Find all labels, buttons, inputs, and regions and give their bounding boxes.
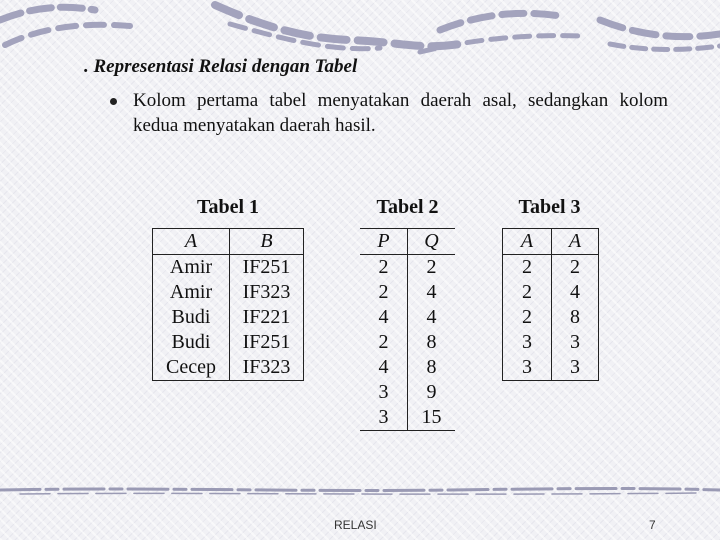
table-row (360, 255, 455, 281)
table-1 (152, 228, 304, 381)
table-row (153, 280, 304, 305)
column-header: A (552, 229, 599, 255)
table-row (503, 355, 599, 381)
table-cell: 2 (360, 255, 408, 281)
table-row (503, 305, 599, 330)
table-cell: Budi (153, 330, 230, 355)
table-cell: 2 (360, 330, 408, 355)
table-cell: 4 (570, 281, 580, 303)
table-row (360, 380, 455, 405)
table-row (360, 330, 455, 355)
table-row (153, 305, 304, 330)
table-cell: 9 (426, 381, 437, 403)
table-row (153, 255, 304, 281)
table-cell: Amir (153, 255, 230, 281)
column-header: A (153, 229, 230, 255)
table-cell: 2 (503, 280, 552, 305)
table-cell: 2 (570, 256, 580, 278)
table-cell: IF323 (242, 281, 291, 303)
table-cell: 3 (360, 380, 408, 405)
table-cell: 2 (503, 255, 552, 281)
table-cell: 3 (503, 330, 552, 355)
table-row (153, 355, 304, 381)
footer-title: RELASI (334, 518, 377, 532)
table-cell: 3 (360, 405, 408, 431)
table-cell: IF323 (242, 356, 291, 378)
table-cell: IF251 (242, 256, 291, 278)
table-row (153, 330, 304, 355)
page-number: 7 (649, 518, 656, 532)
table-cell: 4 (360, 305, 408, 330)
table-row (503, 330, 599, 355)
table-3-caption: Tabel 3 (518, 196, 581, 218)
table-row (503, 255, 599, 281)
table-cell: 4 (426, 306, 437, 328)
column-header: P (360, 229, 408, 255)
table-cell: 2 (426, 256, 437, 278)
table-row (503, 280, 599, 305)
table-2 (360, 228, 455, 431)
bottom-swoosh-decoration (0, 482, 720, 498)
table-cell: IF221 (242, 306, 291, 328)
table-cell: 8 (426, 356, 437, 378)
bullet-text: Kolom pertama tabel menyatakan daerah asal, sedangkan kolom kedua menyatakan daerah hasil. (133, 90, 668, 136)
table-row (360, 405, 455, 431)
table-cell: 8 (426, 331, 437, 353)
table-cell: 2 (360, 280, 408, 305)
table-cell: 4 (360, 355, 408, 380)
column-header: B (230, 229, 304, 255)
slide-title: . Representasi Relasi dengan Tabel (84, 56, 358, 77)
table-cell: 15 (421, 406, 442, 428)
table-3 (502, 228, 599, 381)
column-header: Q (408, 229, 456, 255)
bullet-dot-icon (110, 98, 117, 105)
column-header: A (503, 229, 552, 255)
table-row (360, 305, 455, 330)
top-swoosh-decoration (0, 0, 720, 60)
table-cell: 2 (503, 305, 552, 330)
table-2-caption: Tabel 2 (376, 196, 439, 218)
table-cell: Budi (153, 305, 230, 330)
table-row (360, 280, 455, 305)
table-row (360, 355, 455, 380)
table-cell: 3 (570, 356, 580, 378)
table-cell: 3 (570, 331, 580, 353)
table-1-caption: Tabel 1 (196, 196, 260, 218)
table-cell: 4 (426, 281, 437, 303)
table-cell: Cecep (153, 355, 230, 381)
table-cell: 3 (503, 355, 552, 381)
table-cell: Amir (153, 280, 230, 305)
table-cell: IF251 (242, 331, 291, 353)
table-cell: 8 (570, 306, 580, 328)
